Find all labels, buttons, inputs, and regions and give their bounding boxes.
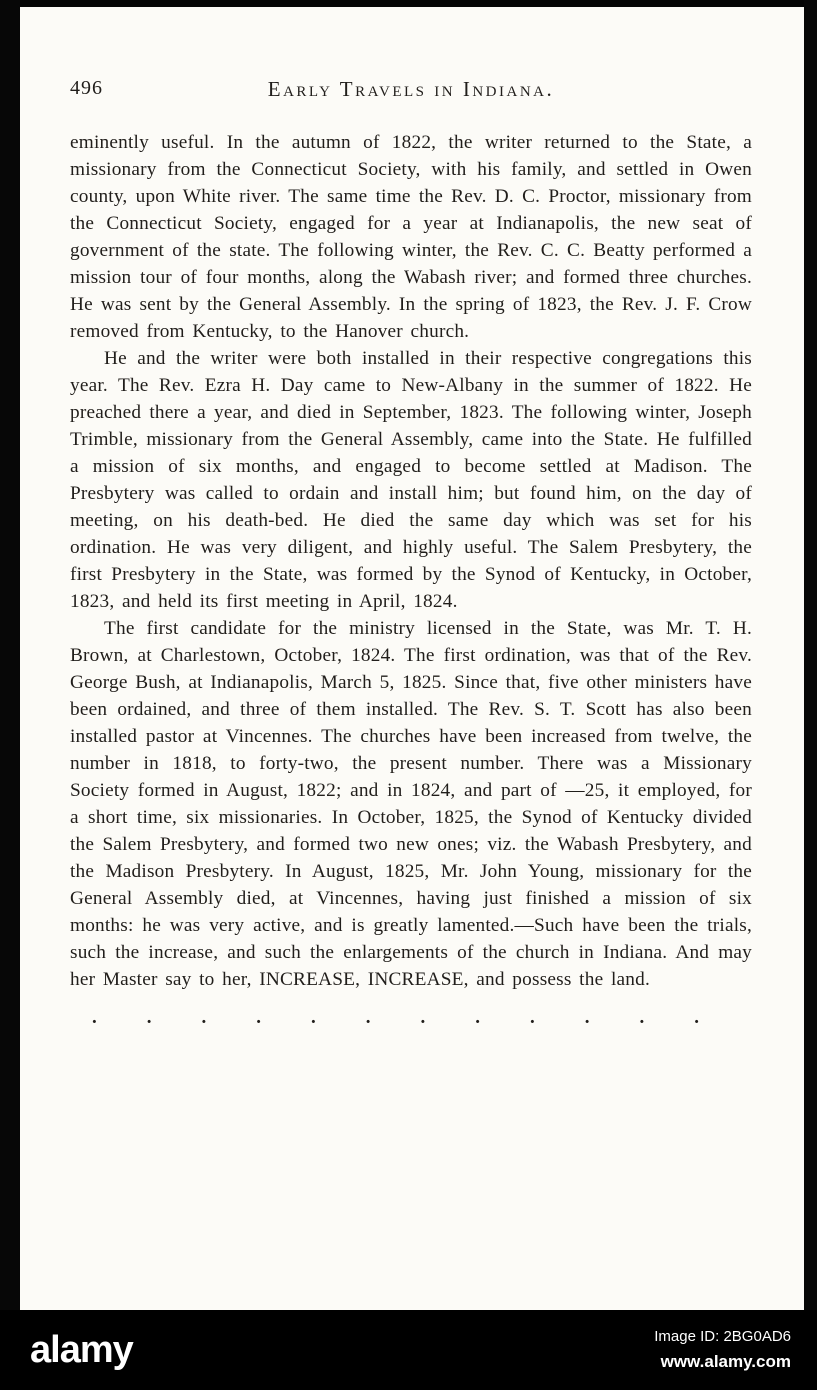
running-header: Early Travels in Indiana. (267, 77, 555, 101)
body-paragraph-1: eminently useful. In the autumn of 1822, the writer returned to the State, a missionary from the Connecticut Society, with his family, and settled in Owen county, upon White river. The same time the Rev. D. C. Proctor, missionary from the Connecticut Society, engaged for a year at Indianapolis, the new seat of government of the state. The following winter, the Rev. C. C. Beatty performed a mission tour of four months, along the Wabash river; and formed three churches. He was sent by the General Assembly. In the spring of 1823, the Rev. J. F. Crow removed from Kentucky, to the Hanover church. (70, 132, 752, 342)
scan-border-right (804, 0, 817, 1390)
alamy-image-meta (654, 1328, 791, 1372)
book-page (20, 7, 804, 1310)
scan-border-left (0, 0, 20, 1390)
section-break-dots: ............ (92, 1007, 749, 1028)
body-paragraph-3: The first candidate for the ministry licensed in the State, was Mr. T. H. Brown, at Charlestown, October, 1824. The first ordination, was that of the Rev. George Bush, at Indianapolis, March 5, 1825. Since that, five other ministers have been ordained, and three of them installed. The Rev. S. T. Scott has also been installed pastor at Vincennes. The churches have been increased from twelve, the number in 1818, to forty-two, the present number. There was a Missionary Society formed in August, 1822; and in 1824, and part of —25, it employed, for a short time, six missionaries. In October, 1825, the Synod of Kentucky divided the Salem Presbytery, and formed two new ones; viz. the Wabash Presbytery, and the Madison Presbytery. In August, 1825, Mr. John Young, missionary for the General Assembly died, at Vincennes, having just finished a mission of six months: he was very active, and is greatly lamented.—Such have been the trials, such the increase, and such the enlargements of the church in Indiana. And may her Master say to her, INCREASE, INCREASE, and possess the land. (70, 618, 752, 990)
page-header (70, 77, 752, 107)
alamy-footer-bar (0, 1310, 817, 1390)
scan-border-top (0, 0, 817, 7)
body-text (70, 129, 752, 993)
alamy-url-text: www.alamy.com (660, 1352, 791, 1371)
page-number: 496 (70, 77, 103, 99)
alamy-logo: alamy (30, 1328, 133, 1371)
image-id-text: Image ID: 2BG0AD6 (654, 1328, 791, 1345)
body-paragraph-2: He and the writer were both installed in their respective congregations this year. The Rev. Ezra H. Day came to New-Albany in the summer of 1822. He preached there a year, and died in September, 1823. The following winter, Joseph Trimble, missionary from the General Assembly, came into the State. He fulfilled a mission of six months, and engaged to become settled at Madison. The Presbytery was called to ordain and install him; but found him, on the day of meeting, on his death-bed. He died the same day which was set for his ordination. He was very diligent, and highly useful. The Salem Presbytery, the first Presbytery in the State, was formed by the Synod of Kentucky, in October, 1823, and held its first meeting in April, 1824. (70, 348, 752, 612)
